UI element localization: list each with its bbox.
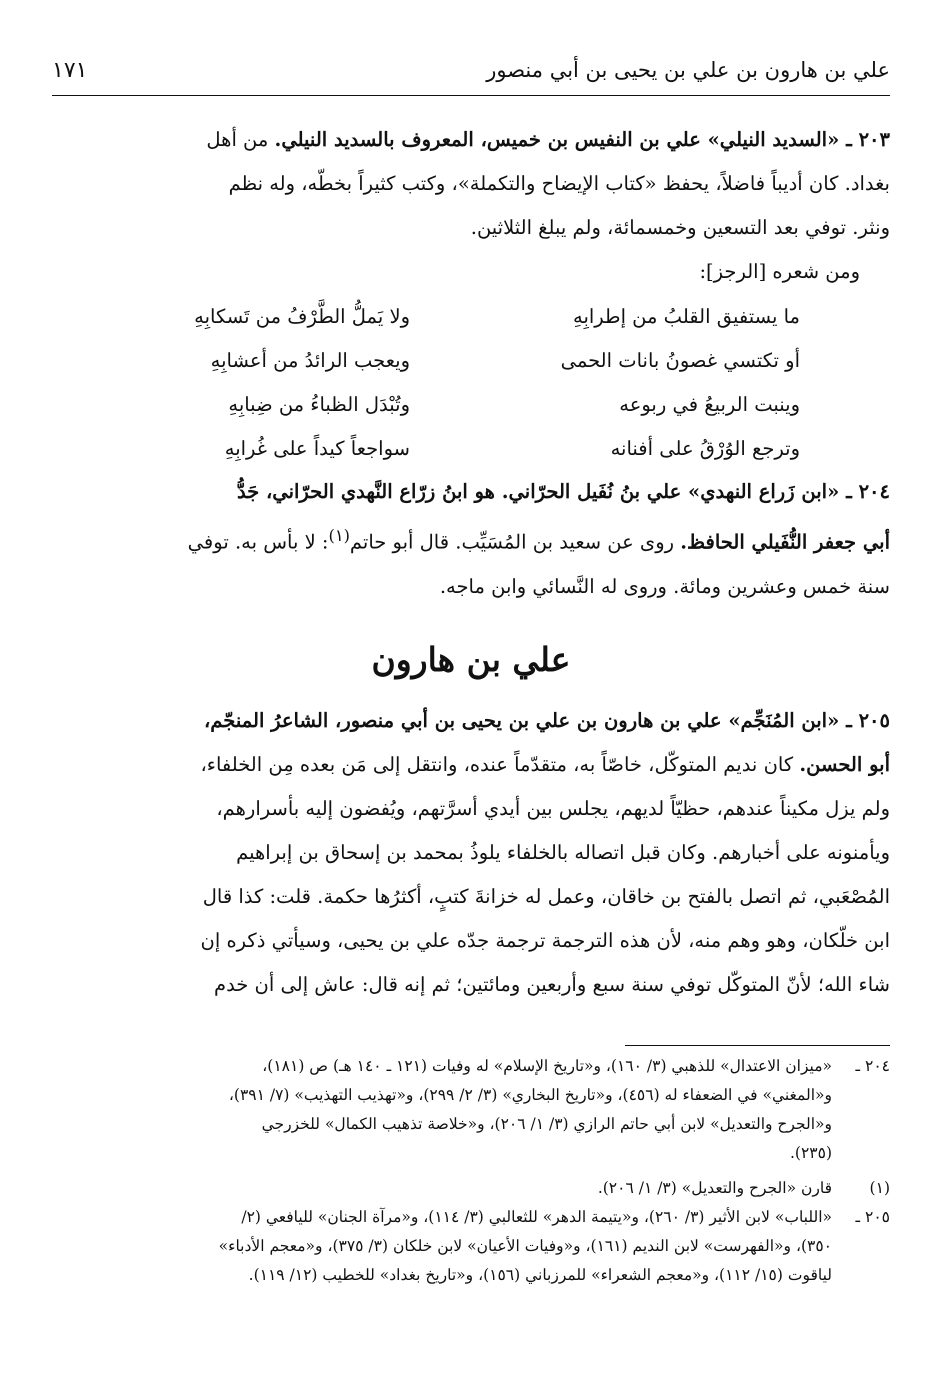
entry-203-line-2: بغداد. كان أديباً فاضلاً، يحفظ «كتاب الإيضاح والتكملة»، وكتب كثيراً بخطّه، وله نظم xyxy=(228,172,890,195)
verse-second-hemistich: ولا يَملُّ الطَّرْفُ من تَسكابِهِ xyxy=(194,304,410,328)
footnote-text xyxy=(52,1052,832,1168)
entry-205-line-7: شاء الله؛ لأنّ المتوكّل توفي سنة سبع وأربعين ومائتين؛ ثم إنه قال: عاش إلى أن خدم xyxy=(214,972,890,996)
footnote-number: ٢٠٤ ـ xyxy=(855,1057,890,1075)
footnote-line: لياقوت (١٥/ ١١٢)، و«معجم الشعراء» للمرزباني (١٥٦)، و«تاريخ بغداد» للخطيب (١٢/ ١١٩). xyxy=(248,1266,832,1284)
page-number: ١٧١ xyxy=(52,58,88,83)
entry-205-kunya: أبو الحسن. xyxy=(799,752,890,776)
verse-first-hemistich: أو تكتسي غصونُ بانات الحمى xyxy=(560,348,800,372)
page-header xyxy=(52,50,890,90)
entry-203-line-3: ونثر. توفي بعد التسعين وخمسمائة، ولم يبلغ الثلاثين. xyxy=(470,216,890,239)
entry-204-text: روى عن سعيد بن المُسَيِّب. قال أبو حاتم xyxy=(349,530,681,554)
footnote-205 xyxy=(52,1203,890,1290)
entry-204-heading: ٢٠٤ ـ «ابن زَراع النهدي» علي بنُ نُفَيل الحرّاني. هو ابنُ زرّاع النَّهدي الحرّاني، جَدُّ xyxy=(236,480,890,503)
entry-204-text-end: : لا بأس به. توفي xyxy=(187,530,329,554)
footnote-1 xyxy=(52,1174,890,1203)
entry-204-subheading: أبي جعفر النُّفَيلي الحافظ. xyxy=(680,530,890,554)
entry-203-heading: ٢٠٣ ـ «السديد النيلي» علي بن النفيس بن خميس، المعروف بالسديد النيلي. xyxy=(274,128,890,151)
footnotes xyxy=(52,1052,890,1290)
poem-verse xyxy=(52,426,890,470)
footnote-line: قارن «الجرح والتعديل» (٣/ ١/ ٢٠٦). xyxy=(597,1179,832,1197)
poem-verse xyxy=(52,338,890,382)
verse-first-hemistich: وينبت الربيعُ في ربوعه xyxy=(619,392,800,416)
entry-205-heading: ٢٠٥ ـ «ابن المُنَجِّم» علي بن هارون بن علي بن يحيى بن أبي منصور، الشاعرُ المنجّم، xyxy=(203,708,890,732)
footnote-line: (٢٣٥). xyxy=(789,1144,832,1162)
entry-205 xyxy=(52,699,890,1007)
verse-first-hemistich: وترجع الوُرْقُ على أفنانه xyxy=(610,436,800,460)
entry-203-text: من أهل xyxy=(206,128,275,151)
poem xyxy=(52,294,890,470)
verse-second-hemistich: وتُبْدَل الظباءُ من ضِبابِهِ xyxy=(228,392,410,416)
footnote-text xyxy=(52,1203,832,1290)
footnote-text xyxy=(52,1174,832,1203)
verse-second-hemistich: سواجعاً كيداً على غُرابِهِ xyxy=(224,436,410,460)
footnote-line: «اللباب» لابن الأثير (٣/ ٢٦٠)، و«يتيمة الدهر» للثعالبي (٣/ ١١٤)، و«مرآة الجنان» لليافعي (٢/ xyxy=(241,1208,832,1226)
footnote-line: و«الجرح والتعديل» لابن أبي حاتم الرازي (٣/ ١/ ٢٠٦)، و«خلاصة تذهيب الكمال» للخزرجي xyxy=(261,1115,832,1133)
entry-203-line-1 xyxy=(52,118,890,162)
entry-205-line-2 xyxy=(52,743,890,787)
footnote-number: ٢٠٥ ـ xyxy=(855,1208,890,1226)
running-title: علي بن هارون بن علي بن يحيى بن أبي منصور xyxy=(486,58,890,82)
entry-205-line-6: ابن خلّكان، وهو وهم منه، لأن هذه الترجمة ترجمة جدّه علي بن يحيى، وسيأتي ذكره إن xyxy=(200,928,890,952)
entry-205-text: كان نديم المتوكّل، خاصّاً به، متقدّماً عنده، وانتقل إلى مَن بعده مِن الخلفاء، xyxy=(200,752,800,776)
poem-verse xyxy=(52,382,890,426)
entry-204 xyxy=(52,470,890,609)
footnote-line: و«المغني» في الضعفاء له (٤٥٦)، و«تاريخ البخاري» (٣/ ٢/ ٢٩٩)، و«تهذيب التهذيب» (٧/ ٣٩١)، xyxy=(228,1086,832,1104)
entry-203 xyxy=(52,118,890,470)
poem-intro: ومن شعره [الرجز]: xyxy=(699,260,860,283)
entry-205-line-3: ولم يزل مكيناً عندهم، حظيّاً لديهم، يجلس بين أيدي أسرَّتهم، ويُفضون إليه بأسرارهم، xyxy=(216,796,890,820)
verse-second-hemistich: ويعجب الرائدُ من أعشابِهِ xyxy=(210,348,410,372)
entry-205-line-4: ويأمنونه على أخبارهم. وكان قبل اتصاله بالخلفاء يلوذُ بمحمد بن إسحاق بن إبراهيم xyxy=(236,840,890,864)
header-rule xyxy=(52,95,890,96)
entry-205-line-5: المُصْعَبي، ثم اتصل بالفتح بن خاقان، وعمل له خزانةَ كتبٍ، أكثرُها حكمة. قلت: كذا قال xyxy=(202,884,890,908)
entry-204-line-2 xyxy=(52,514,890,565)
page-body xyxy=(52,118,890,1007)
verse-first-hemistich: ما يستفيق القلبُ من إطرابِهِ xyxy=(572,304,800,328)
footnote-line: ٣٥٠)، و«الفهرست» لابن النديم (١٦١)، و«وفيات الأعيان» لابن خلكان (٣/ ٣٧٥)، و«معجم الأدباء» xyxy=(218,1237,832,1255)
poem-verse xyxy=(52,294,890,338)
entry-204-line-3: سنة خمس وعشرين ومائة. وروى له النَّسائي وابن ماجه. xyxy=(439,574,890,598)
footnote-line: «ميزان الاعتدال» للذهبي (٣/ ١٦٠)، و«تاريخ الإسلام» له وفيات (١٢١ ـ ١٤٠ هـ) ص (١٨١)، xyxy=(262,1057,832,1075)
section-title: علي بن هارون xyxy=(371,639,571,679)
footnote-204 xyxy=(52,1052,890,1168)
footnote-reference[interactable]: (١) xyxy=(328,526,350,545)
footnote-rule xyxy=(625,1045,890,1046)
footnote-number: (١) xyxy=(869,1179,890,1197)
